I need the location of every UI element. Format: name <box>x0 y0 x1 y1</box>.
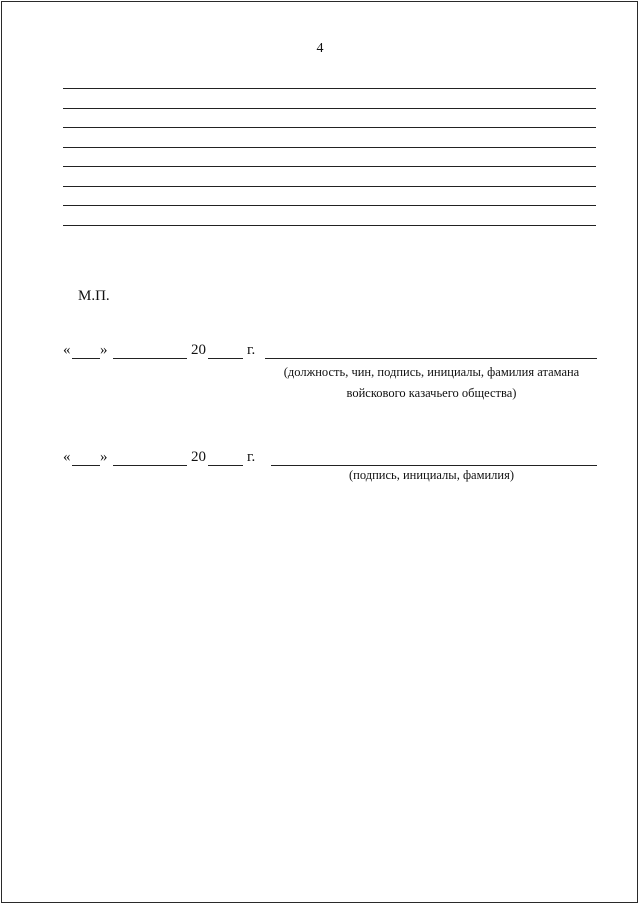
page-number: 4 <box>316 41 324 56</box>
blank-line-4[interactable] <box>63 147 596 148</box>
date-open-quote: « <box>63 342 71 358</box>
caption-line: (подпись, инициалы, фамилия) <box>348 468 515 482</box>
date-year-field[interactable] <box>208 358 243 359</box>
date-day-field[interactable] <box>72 358 100 359</box>
date-month-field[interactable] <box>113 465 187 466</box>
second-signature-caption <box>265 465 598 486</box>
date-year-suffix: г. <box>247 449 256 465</box>
date-year-prefix: 20 <box>191 449 206 465</box>
blank-line-8[interactable] <box>63 225 596 226</box>
blank-line-5[interactable] <box>63 166 596 167</box>
blank-line-2[interactable] <box>63 108 596 109</box>
blank-line-3[interactable] <box>63 127 596 128</box>
date-year-suffix: г. <box>247 342 256 358</box>
blank-lined-area <box>63 88 596 244</box>
date-close-quote: » <box>100 342 108 358</box>
date-day-field[interactable] <box>72 465 100 466</box>
blank-line-6[interactable] <box>63 186 596 187</box>
ataman-signature-caption <box>265 362 598 404</box>
date-year-field[interactable] <box>208 465 243 466</box>
stamp-place-label: М.П. <box>78 288 110 304</box>
caption-line: (должность, чин, подпись, инициалы, фамилия атамана <box>283 365 580 379</box>
caption-line: войскового казачьего общества) <box>346 386 517 400</box>
date-close-quote: » <box>100 449 108 465</box>
blank-line-7[interactable] <box>63 205 596 206</box>
blank-line-1[interactable] <box>63 88 596 89</box>
date-open-quote: « <box>63 449 71 465</box>
date-month-field[interactable] <box>113 358 187 359</box>
signature-row-ataman <box>63 343 598 363</box>
date-year-prefix: 20 <box>191 342 206 358</box>
ataman-signature-field[interactable] <box>265 358 597 359</box>
